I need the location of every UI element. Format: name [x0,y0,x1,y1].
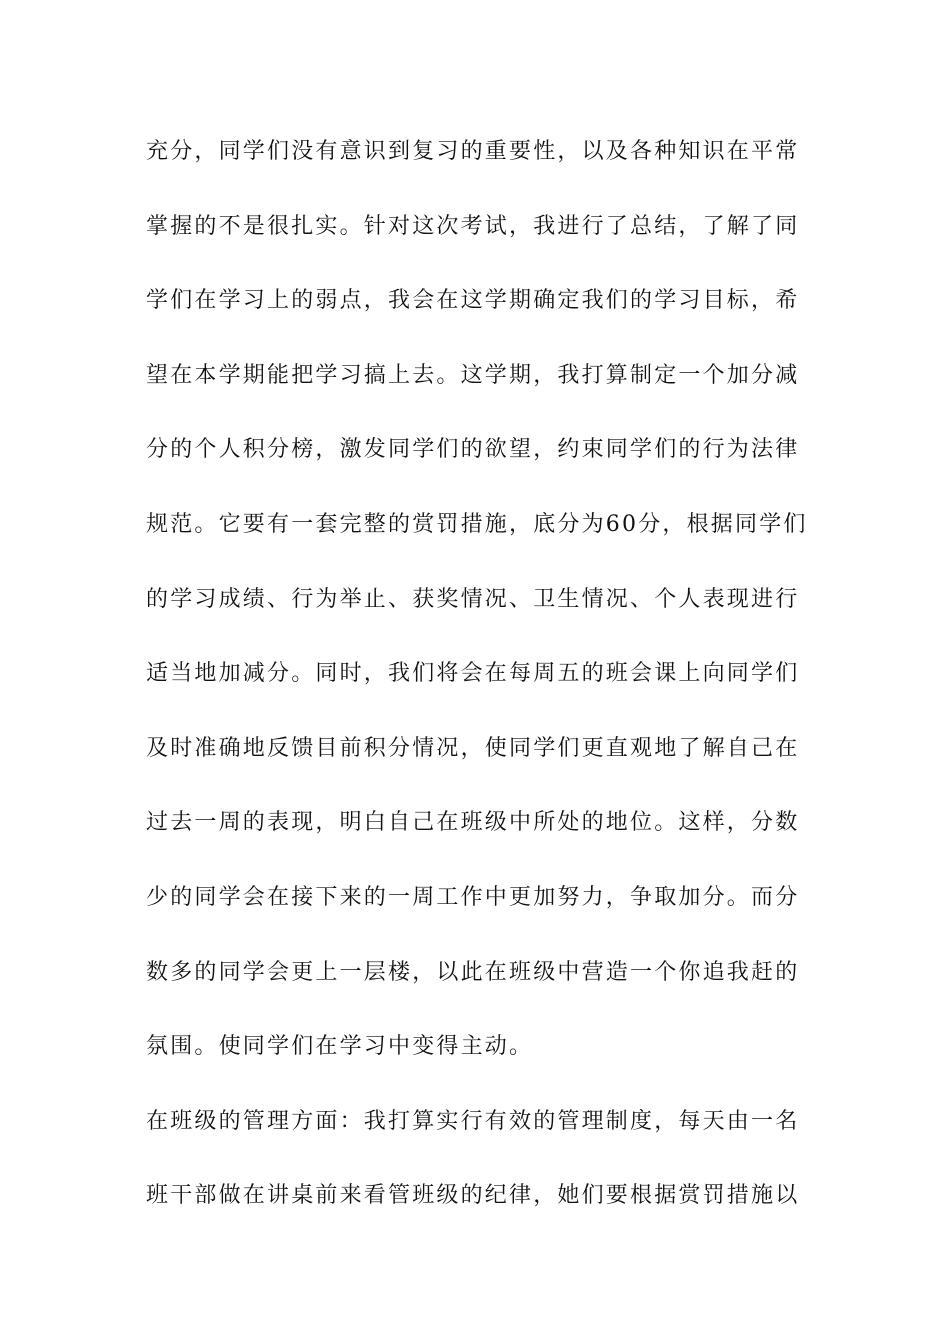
text-line: 数多的同学会更上一层楼，以此在班级中营造一个你追我赶的 [146,959,800,985]
text-line: 充分，同学们没有意识到复习的重要性，以及各种知识在平常 [146,139,800,164]
text-line: 过去一周的表现，明白自己在班级中所处的地位。这样，分数 [146,810,800,836]
text-line: 在班级的管理方面：我打算实行有效的管理制度，每天由一名 [146,1108,800,1134]
text-line: 班干部做在讲桌前来看管班级的纪律，她们要根据赏罚措施以 [146,1183,800,1209]
text-line: 适当地加减分。同时，我们将会在每周五的班会课上向同学们 [146,661,800,687]
body-text [146,126,826,1245]
text-line: 的学习成绩、行为举止、获奖情况、卫生情况、个人表现进行 [146,586,800,612]
text-line: 少的同学会在接下来的一周工作中更加努力，争取加分。而分 [146,884,800,910]
text-line: 掌握的不是很扎实。针对这次考试，我进行了总结，了解了同 [146,213,800,239]
text-line: 望在本学期能把学习搞上去。这学期，我打算制定一个加分减 [146,362,800,388]
text-line: 氛围。使同学们在学习中变得主动。 [146,1034,534,1060]
text-line: 分的个人积分榜，激发同学们的欲望，约束同学们的行为法律 [146,437,800,463]
text-line: 规范。它要有一套完整的赏罚措施，底分为60分，根据同学们 [146,511,808,537]
text-line: 及时准确地反馈目前积分情况，使同学们更直观地了解自己在 [146,735,800,761]
text-line: 学们在学习上的弱点，我会在这学期确定我们的学习目标，希 [146,288,800,314]
